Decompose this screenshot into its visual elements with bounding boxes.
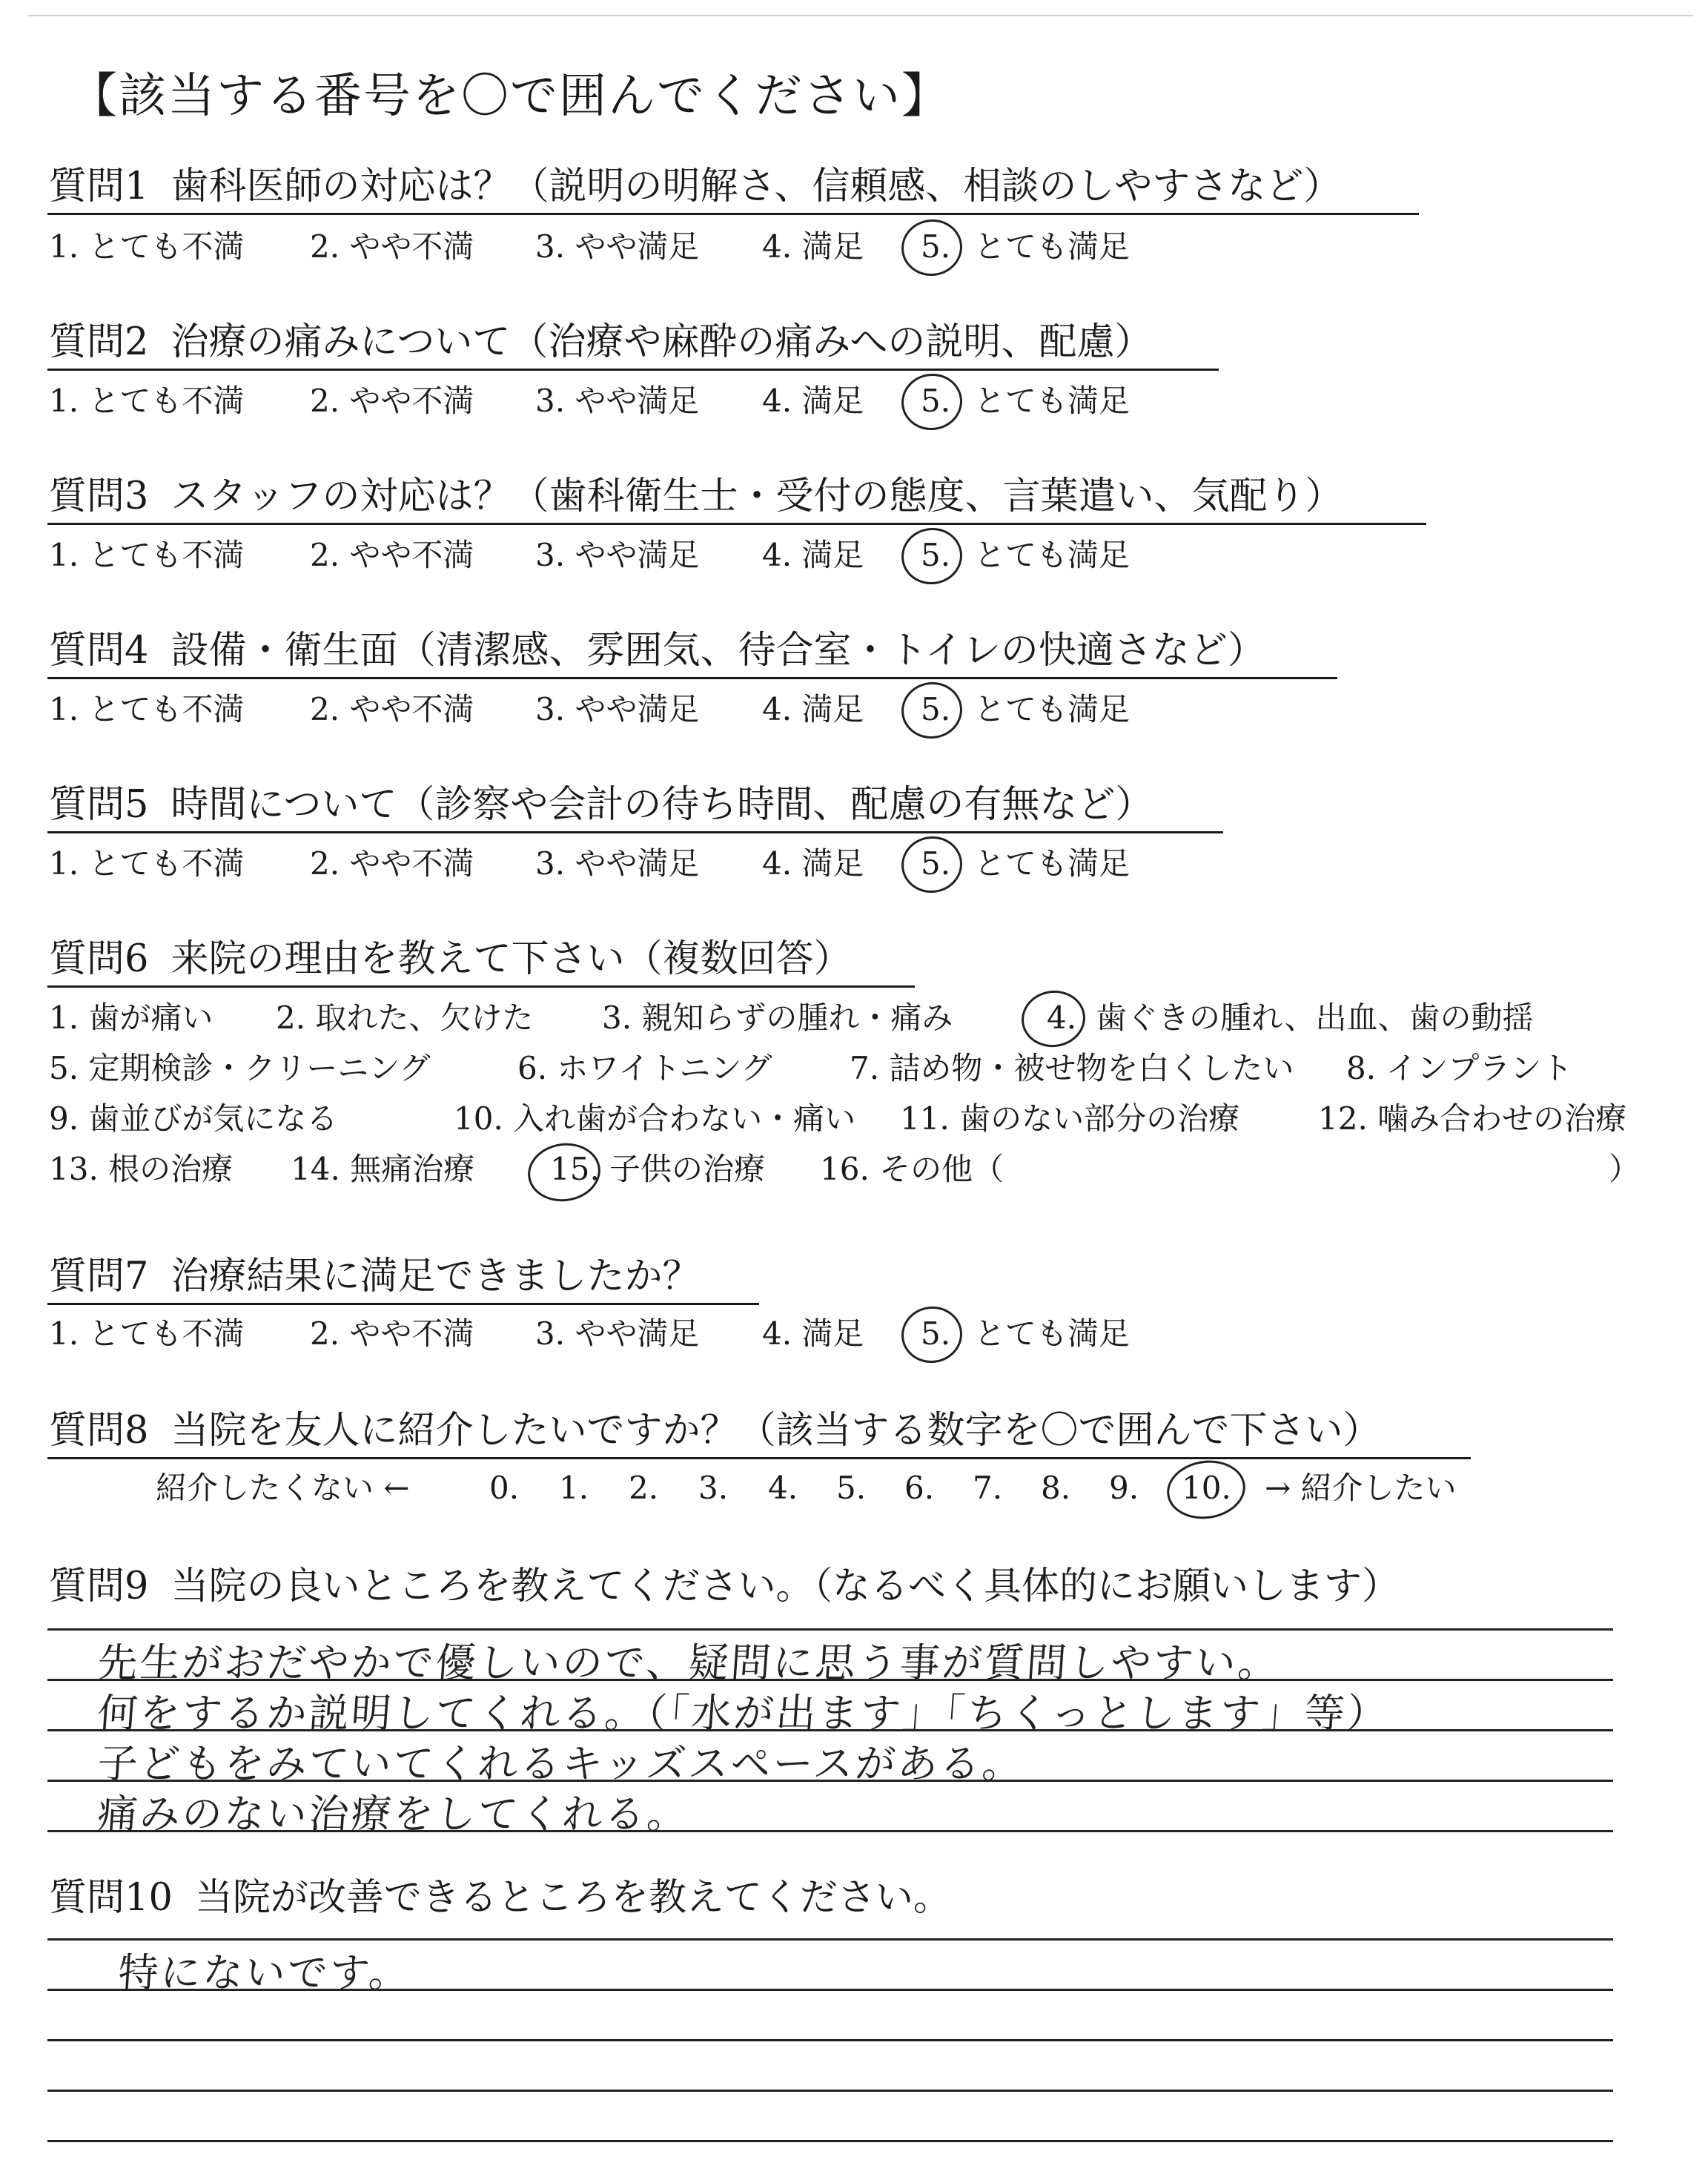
scale-1[interactable]: 1.	[559, 1470, 589, 1506]
selection-circle	[524, 1139, 604, 1206]
option-3[interactable]: 3. やや満足	[535, 845, 700, 882]
reason-option-15[interactable]: 15.	[550, 1151, 600, 1187]
handwritten-answer: 先生がおだやかで優しいので、疑問に思う事が質問しやすい。	[96, 1639, 1282, 1686]
reason-option-10[interactable]: 10. 入れ歯が合わない・痛い	[454, 1100, 856, 1137]
scale-2[interactable]: 2.	[629, 1470, 659, 1506]
question-underline	[47, 985, 915, 988]
question-text: 歯科医師の対応は？（説明の明解さ、信頼感、相談のしやすさなど）	[171, 165, 1342, 208]
question-number: 質問6	[49, 937, 149, 981]
option-2[interactable]: 2. やや不満	[310, 537, 474, 573]
option-2[interactable]: 2. やや不満	[310, 228, 474, 265]
selection-circle	[898, 524, 966, 589]
reason-option-11[interactable]: 11. 歯のない部分の治療	[900, 1100, 1240, 1137]
reason-option-5[interactable]: 5. 定期検診・クリーニング	[49, 1050, 431, 1086]
option-5[interactable]: 5.	[921, 1315, 951, 1352]
question-number: 質問4	[49, 629, 149, 673]
option-5[interactable]: 5.	[921, 845, 951, 882]
option-4[interactable]: 4. 満足	[762, 1315, 864, 1352]
scale-3[interactable]: 3.	[698, 1470, 729, 1506]
question-number: 質問10	[49, 1876, 173, 1920]
question-text: 治療結果に満足できましたか？	[171, 1255, 701, 1298]
reason-option-8[interactable]: 8. インプラント	[1346, 1050, 1573, 1086]
reason-option-3[interactable]: 3. 親知らずの腫れ・痛み	[602, 1000, 953, 1036]
answer-line	[47, 1938, 1613, 1941]
handwritten-answer: 特にないです。	[116, 1949, 413, 1996]
option-3[interactable]: 3. やや満足	[535, 383, 700, 419]
option-5[interactable]: 5.	[921, 228, 951, 265]
scale-6[interactable]: 6.	[904, 1470, 935, 1506]
scale-5[interactable]: 5.	[836, 1470, 867, 1506]
question-10	[49, 1876, 951, 1920]
question-number: 質問3	[49, 475, 149, 518]
selection-circle	[898, 1303, 966, 1367]
option-5-label: とても満足	[974, 537, 1131, 573]
handwritten-answer: 痛みのない治療をしてくれる。	[96, 1791, 691, 1837]
question-5	[49, 783, 1153, 827]
option-5-label: とても満足	[974, 228, 1131, 265]
selection-circle	[898, 370, 966, 435]
reason-option-7[interactable]: 7. 詰め物・被せ物を白くしたい	[850, 1050, 1294, 1086]
question-number: 質問7	[49, 1255, 149, 1298]
question-6	[49, 937, 852, 981]
question-4	[49, 629, 1265, 673]
question-number: 質問5	[49, 783, 149, 827]
scale-8[interactable]: 8.	[1041, 1470, 1071, 1506]
option-1[interactable]: 1. とても不満	[49, 383, 245, 419]
question-underline	[47, 523, 1426, 525]
answer-line	[47, 2140, 1613, 2142]
reason-option-16-close: ）	[1609, 1151, 1641, 1187]
option-4[interactable]: 4. 満足	[762, 383, 864, 419]
selection-circle	[898, 833, 966, 897]
question-2	[49, 320, 1153, 364]
option-4[interactable]: 4. 満足	[762, 228, 864, 265]
answer-line	[47, 2090, 1613, 2092]
option-5[interactable]: 5.	[921, 537, 951, 573]
question-number: 質問2	[49, 320, 149, 364]
scale-9[interactable]: 9.	[1109, 1470, 1139, 1506]
question-text: 時間について（診察や会計の待ち時間、配慮の有無など）	[171, 783, 1153, 827]
reason-option-4-label: 歯ぐきの腫れ、出血、歯の動揺	[1096, 1000, 1534, 1036]
reason-option-14[interactable]: 14. 無痛治療	[291, 1151, 475, 1187]
question-underline	[47, 1303, 759, 1305]
page-title: 【該当する番号を〇で囲んでください】	[70, 69, 950, 124]
option-3[interactable]: 3. やや満足	[535, 691, 700, 727]
scale-0[interactable]: 0.	[489, 1470, 520, 1506]
reason-option-15-label: 子供の治療	[609, 1151, 766, 1187]
selection-circle	[1163, 1456, 1249, 1524]
question-text: 当院を友人に紹介したいですか？（該当する数字を〇で囲んで下さい）	[171, 1409, 1381, 1453]
option-1[interactable]: 1. とても不満	[49, 691, 245, 727]
scale-4[interactable]: 4.	[768, 1470, 798, 1506]
reason-option-1[interactable]: 1. 歯が痛い	[49, 1000, 214, 1036]
page-top-border	[28, 15, 1693, 16]
question-text: 当院が改善できるところを教えてください。	[194, 1876, 951, 1920]
reason-option-13[interactable]: 13. 根の治療	[49, 1151, 234, 1187]
reason-option-2[interactable]: 2. 取れた、欠けた	[276, 1000, 534, 1036]
handwritten-answer: 子どもをみていてくれるキッズスペースがある。	[96, 1740, 1027, 1787]
question-number: 質問8	[49, 1409, 149, 1453]
handwritten-answer: 何をするか説明してくれる。（「水が出ます」「ちくっとします」等）	[96, 1690, 1391, 1737]
reason-option-9[interactable]: 9. 歯並びが気になる	[49, 1100, 338, 1137]
question-text: 設備・衛生面（清潔感、雰囲気、待合室・トイレの快適さなど）	[171, 629, 1265, 673]
option-2[interactable]: 2. やや不満	[310, 845, 474, 882]
option-5-label: とても満足	[974, 383, 1131, 419]
option-4[interactable]: 4. 満足	[762, 845, 864, 882]
question-text: 当院の良いところを教えてください。（なるべく具体的にお願いします）	[171, 1565, 1400, 1608]
answer-line	[47, 2039, 1613, 2041]
option-5-label: とても満足	[974, 845, 1131, 882]
option-3[interactable]: 3. やや満足	[535, 537, 700, 573]
option-5-label: とても満足	[974, 691, 1131, 727]
scale-left-label: 紹介したくない ←	[156, 1470, 410, 1506]
option-1[interactable]: 1. とても不満	[49, 228, 245, 265]
option-1[interactable]: 1. とても不満	[49, 845, 245, 882]
option-1[interactable]: 1. とても不満	[49, 1315, 245, 1352]
question-text: スタッフの対応は？（歯科衛生士・受付の態度、言葉遣い、気配り）	[171, 475, 1343, 518]
question-3	[49, 475, 1343, 518]
option-2[interactable]: 2. やや不満	[310, 383, 474, 419]
selection-circle	[1018, 986, 1089, 1051]
reason-option-16[interactable]: 16. その他（	[820, 1151, 1004, 1187]
option-5-label: とても満足	[974, 1315, 1131, 1352]
question-7	[49, 1255, 701, 1298]
option-4[interactable]: 4. 満足	[762, 537, 864, 573]
option-1[interactable]: 1. とても不満	[49, 537, 245, 573]
option-3[interactable]: 3. やや満足	[535, 1315, 700, 1352]
question-8	[49, 1409, 1381, 1453]
question-1	[49, 165, 1342, 208]
option-5[interactable]: 5.	[921, 383, 951, 419]
question-text: 治療の痛みについて（治療や麻酔の痛みへの説明、配慮）	[171, 320, 1153, 364]
question-underline	[47, 213, 1419, 215]
question-underline	[47, 677, 1337, 679]
question-number: 質問1	[49, 165, 149, 208]
option-2[interactable]: 2. やや不満	[310, 1315, 474, 1352]
scale-right-label: → 紹介したい	[1265, 1470, 1457, 1506]
question-number: 質問9	[49, 1565, 149, 1608]
reason-option-6[interactable]: 6. ホワイトニング	[517, 1050, 772, 1086]
selection-circle	[898, 216, 966, 280]
scale-7[interactable]: 7.	[973, 1470, 1003, 1506]
selection-circle	[898, 678, 966, 743]
option-5[interactable]: 5.	[921, 691, 951, 727]
question-underline	[47, 831, 1223, 833]
option-4[interactable]: 4. 満足	[762, 691, 864, 727]
option-2[interactable]: 2. やや不満	[310, 691, 474, 727]
question-text: 来院の理由を教えて下さい（複数回答）	[171, 937, 852, 981]
question-underline	[47, 369, 1219, 371]
scale-10[interactable]: 10.	[1182, 1470, 1231, 1506]
question-underline	[47, 1457, 1471, 1459]
reason-option-4[interactable]: 4.	[1047, 1000, 1077, 1036]
reason-option-12[interactable]: 12. 噛み合わせの治療	[1318, 1100, 1627, 1137]
question-9	[49, 1565, 1400, 1608]
answer-line	[47, 1628, 1613, 1631]
option-3[interactable]: 3. やや満足	[535, 228, 700, 265]
